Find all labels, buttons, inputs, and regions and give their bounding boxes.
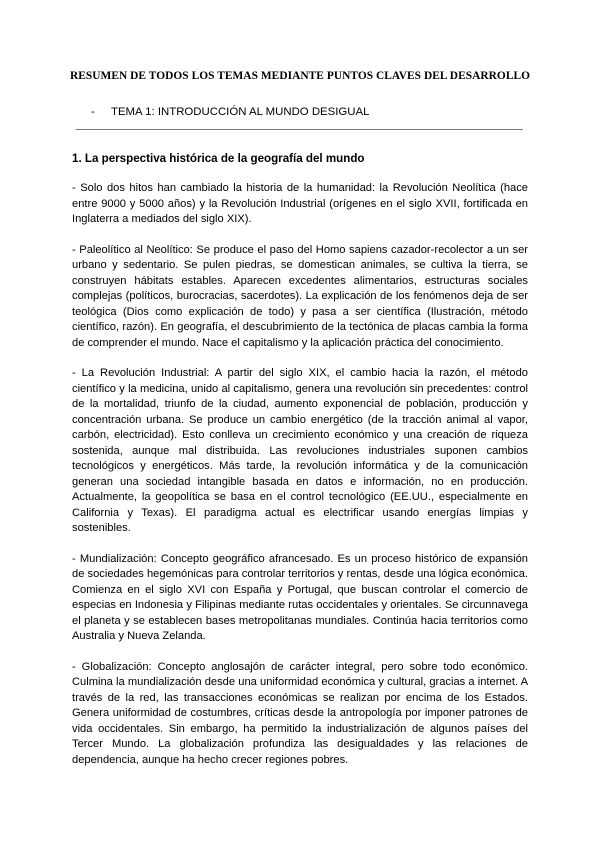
document-title: RESUMEN DE TODOS LOS TEMAS MEDIANTE PUNTOS CLAVES DEL DESARROLLO (69, 70, 531, 82)
paragraph-paleolitico-neolitico: - Paleolítico al Neolítico: Se produce el paso del Homo sapiens cazador-recolector a un ser urbano y sedentario. Se pulen piedras, se domestican animales, se cultiva la tierra, se construyen hábitats estables. Aparecen excedentes alimentarios, estructuras sociales complejas (políticos, burocracias, sacerdotes). La explicación de los fenómenos deja de ser teológica (Dios como explicación de todo) y pasa a ser científica (Ilustración, método científico, razón). En geografía, el descubrimiento de la tectónica de placas cambia la forma de comprender el mundo. Nace el capitalismo y la aplicación práctica del conocimiento. (72, 243, 528, 349)
document-body (72, 181, 528, 783)
paragraph-globalizacion: - Globalización: Concepto anglosajón de carácter integral, pero sobre todo económico. Culmina la mundialización desde una uniformidad económica y cultural, gracias a internet. A través de la red, las transacciones económicas se realizan por encima de los Estados. Genera uniformidad de costumbres, críticas desde la antropología por imponer patrones de vida occidentales. Sin embargo, ha permitido la industrialización de algunos países del Tercer Mundo. La globalización profundiza las desigualdades y las relaciones de dependencia, aunque ha hecho crecer regiones pobres. (72, 660, 528, 766)
topic-line (91, 106, 369, 118)
paragraph-revolucion-industrial: - La Revolución Industrial: A partir del siglo XIX, el cambio hacia la razón, el método científico y la medicina, unido al capitalismo, genera una revolución sin precedentes: control de la mortalidad, triunfo de la ciudad, aumento exponencial de población, producción y concentración urbana. Se produce un cambio energético (de la tracción animal al vapor, carbón, electricidad). Esto conlleva un crecimiento económico y una creación de riqueza sostenida, aunque mal distribuida. Las revoluciones industriales suponen cambios tecnológicos y energéticos. Más tarde, la revolución informática y de la comunicación generan una sociedad intangible basada en datos e información, no en producción. Actualmente, la geopolítica se basa en el control tecnológico (EE.UU., especialmente en California y Texas). El paradigma actual es electrificar usando energías limpias y sostenibles. (72, 367, 528, 534)
paragraph-hitos: - Solo dos hitos han cambiado la historia de la humanidad: la Revolución Neolítica (hace entre 9000 y 5000 años) y la Revolución Industrial (orígenes en el siglo XVII, fortificada en Inglaterra a mediados del siglo XIX). (72, 182, 528, 225)
section-heading: 1. La perspectiva histórica de la geografía del mundo (72, 152, 365, 165)
horizontal-divider (76, 129, 523, 130)
topic-title: TEMA 1: INTRODUCCIÓN AL MUNDO DESIGUAL (111, 106, 370, 118)
topic-bullet: - (91, 106, 95, 118)
paragraph-mundializacion: - Mundialización: Concepto geográfico afrancesado. Es un proceso histórico de expansión de sociedades hegemónicas para controlar territorios y rentas, desde una lógica económica. Comienza en el siglo XVI con España y Portugal, que buscan controlar el comercio de especias en Indonesia y Filipinas mediante rutas occidentales y orientales. Se circunnavega el planeta y se establecen bases metropolitanas mundiales. Continúa hacia territorios como Australia y Nueva Zelanda. (72, 552, 528, 642)
